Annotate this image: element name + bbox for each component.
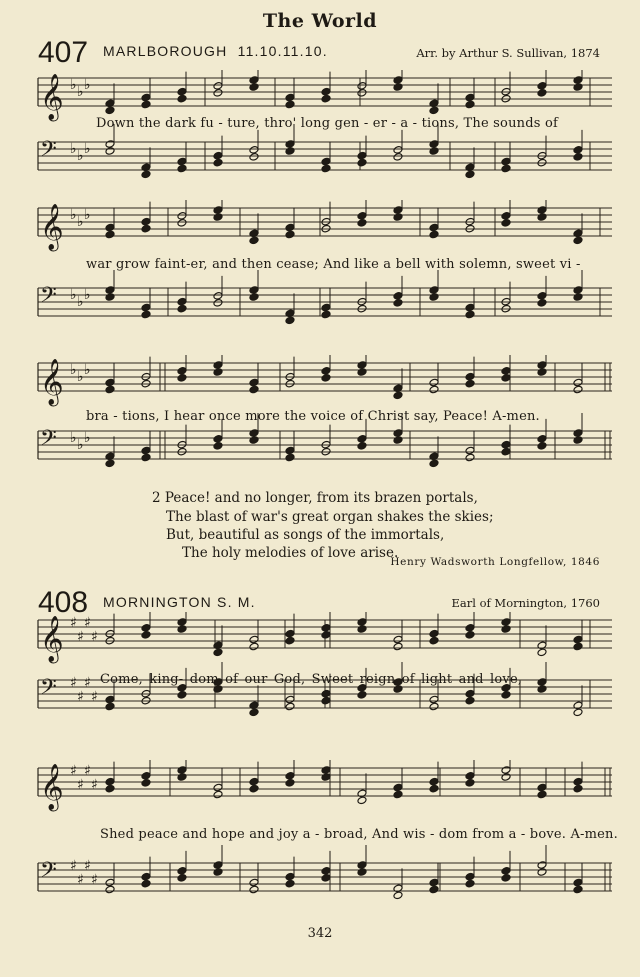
svg-text:𝄢: 𝄢 <box>40 858 57 888</box>
svg-text:♭: ♭ <box>70 141 77 157</box>
svg-text:♭: ♭ <box>70 362 77 378</box>
page-number: 342 <box>307 926 333 941</box>
svg-text:♭: ♭ <box>77 369 84 385</box>
svg-text:♯: ♯ <box>70 675 77 691</box>
svg-text:♯: ♯ <box>77 777 84 793</box>
svg-text:♭: ♭ <box>84 362 91 378</box>
svg-text:𝄢: 𝄢 <box>40 283 57 313</box>
svg-text:♭: ♭ <box>77 84 84 100</box>
svg-text:♭: ♭ <box>70 77 77 93</box>
tune-title: MARLBOROUGH <box>103 43 228 59</box>
svg-text:♯: ♯ <box>84 615 91 631</box>
tune-name-407 <box>103 43 328 59</box>
verse-line-2: The blast of war's great organ shakes the skies; <box>166 509 494 525</box>
svg-text:♯: ♯ <box>77 629 84 645</box>
svg-text:♯: ♯ <box>91 872 98 888</box>
svg-text:♭: ♭ <box>70 430 77 446</box>
svg-text:𝄞: 𝄞 <box>40 764 64 810</box>
svg-text:♯: ♯ <box>70 615 77 631</box>
svg-text:♯: ♯ <box>70 763 77 779</box>
svg-text:♭: ♭ <box>84 287 91 303</box>
hymn-number-408: 408 <box>38 586 89 619</box>
svg-text:𝄢: 𝄢 <box>40 426 57 456</box>
lyrics-408-line-2: Shed peace and hope and joy a - broad, And wis - dom from a - bove. A-men. <box>100 827 618 842</box>
svg-text:𝄞: 𝄞 <box>40 616 64 662</box>
svg-text:𝄞: 𝄞 <box>40 359 64 405</box>
tune-meter: 11.10.11.10. <box>237 43 328 59</box>
verse-line-3: But, beautiful as songs of the immortals, <box>166 527 445 543</box>
svg-text:♯: ♯ <box>91 629 98 645</box>
tune-name-408: MORNINGTON S. M. <box>103 594 256 610</box>
svg-text:♯: ♯ <box>91 689 98 705</box>
svg-text:♭: ♭ <box>77 148 84 164</box>
lyrics-407-line-3: bra - tions, I hear once more the voice of Christ say, Peace! A-men. <box>86 409 540 424</box>
lyrics-407-line-2: war grow faint-er, and then cease; And like a bell with solemn, sweet vi - <box>86 257 581 272</box>
svg-text:♭: ♭ <box>77 437 84 453</box>
lyrics-408-line-1: Come, king- dom of our God, Sweet reign of light and love, <box>100 672 523 687</box>
svg-text:♯: ♯ <box>77 689 84 705</box>
svg-text:♭: ♭ <box>84 77 91 93</box>
svg-text:♭: ♭ <box>77 294 84 310</box>
section-title: The World <box>262 10 378 32</box>
svg-text:♭: ♭ <box>77 214 84 230</box>
svg-text:♭: ♭ <box>70 287 77 303</box>
svg-text:♯: ♯ <box>70 858 77 874</box>
svg-text:♭: ♭ <box>84 141 91 157</box>
svg-text:𝄞: 𝄞 <box>40 204 64 250</box>
svg-text:♯: ♯ <box>91 777 98 793</box>
svg-text:♯: ♯ <box>84 763 91 779</box>
svg-text:𝄢: 𝄢 <box>40 137 57 167</box>
verse-line-1: 2 Peace! and no longer, from its brazen portals, <box>152 490 478 506</box>
svg-text:𝄢: 𝄢 <box>40 675 57 705</box>
hymn-number-407: 407 <box>38 36 89 69</box>
svg-text:♯: ♯ <box>84 858 91 874</box>
arranger-credit: Arr. by Arthur S. Sullivan, 1874 <box>416 46 600 60</box>
composer-credit: Earl of Mornington, 1760 <box>451 596 600 610</box>
svg-text:♭: ♭ <box>70 207 77 223</box>
svg-text:♭: ♭ <box>84 207 91 223</box>
svg-text:♯: ♯ <box>77 872 84 888</box>
lyrics-407-line-1: Down the dark fu - ture, thro' long gen - er - a - tions, The sounds of <box>96 116 558 131</box>
svg-text:♭: ♭ <box>84 430 91 446</box>
verse-line-4: The holy melodies of love arise. <box>182 545 399 561</box>
svg-text:♯: ♯ <box>84 675 91 691</box>
poet-credit: Henry Wadsworth Longfellow, 1846 <box>390 556 600 568</box>
svg-text:𝄞: 𝄞 <box>40 74 64 120</box>
